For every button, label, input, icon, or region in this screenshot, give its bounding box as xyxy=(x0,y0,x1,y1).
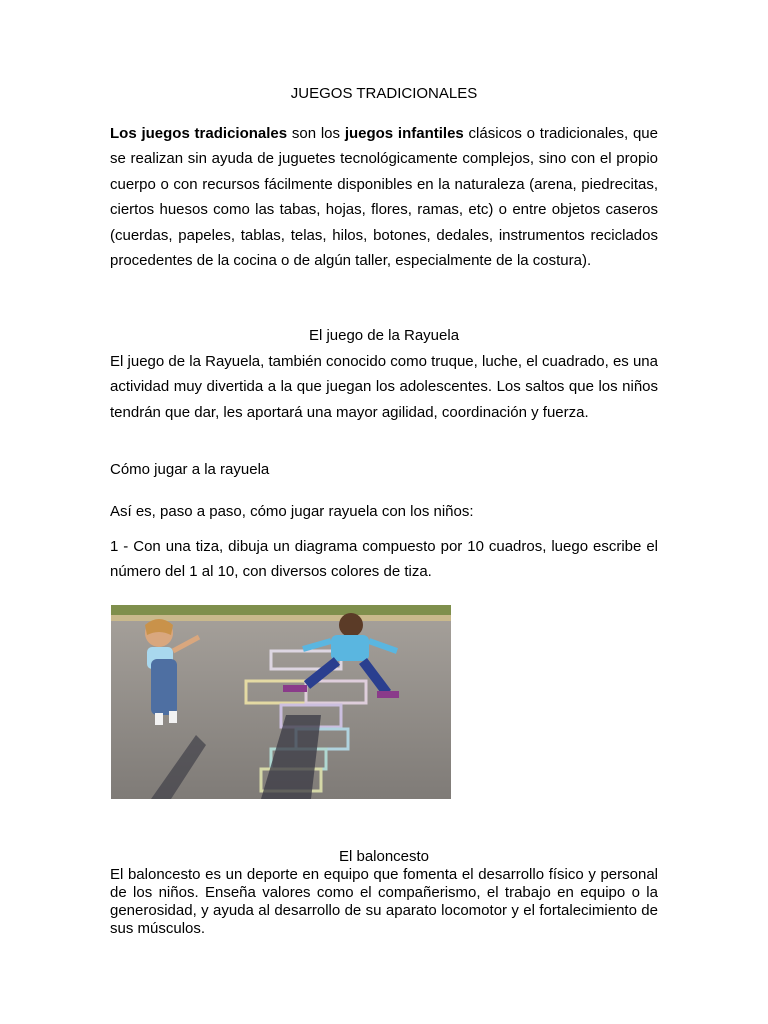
document-title: JUEGOS TRADICIONALES xyxy=(290,85,478,102)
hopscotch-photo xyxy=(111,605,451,799)
intro-paragraph xyxy=(110,121,658,273)
intro-text-1: son los xyxy=(287,125,345,142)
baloncesto-paragraph: El baloncesto es un deporte en equipo que fomenta el desarrollo físico y personal de los niños. Enseña valores como el compañerismo, el trabajo en equipo o la generosidad, y ayuda al desarrollo de su aparato locomotor y el fortalecimiento de sus músculos. xyxy=(110,866,658,937)
intro-bold-term-2: juegos infantiles xyxy=(344,125,464,142)
intro-text-2: clásicos o tradicionales, que se realizan sin ayuda de juguetes tecnológicamente complejos, sino con el propio cuerpo o con recursos fácilmente disponibles en la naturaleza (arena, piedrecitas, ciertos huesos como las tabas, hojas, flores, ramas, etc) o entre objetos caseros (cuerdas, papeles, tablas, telas, hilos, botones, dedales, instrumentos reciclados procedentes de la cocina o de algún taller, especialmente de la costura). xyxy=(110,125,658,270)
how-to-heading: Cómo jugar a la rayuela xyxy=(110,461,270,478)
rayuela-paragraph: El juego de la Rayuela, también conocido como truque, luche, el cuadrado, es una actividad muy divertida a la que juegan los adolescentes. Los saltos que los niños tendrán que dar, les aportará una mayor agilidad, coordinación y fuerza. xyxy=(110,353,658,421)
step-1: 1 - Con una tiza, dibuja un diagrama compuesto por 10 cuadros, luego escribe el número del 1 al 10, con diversos colores de tiza. xyxy=(110,538,658,581)
step-intro: Así es, paso a paso, cómo jugar rayuela con los niños: xyxy=(110,503,474,520)
baloncesto-heading: El baloncesto xyxy=(338,848,430,865)
intro-bold-term-1: Los juegos tradicionales xyxy=(110,125,288,142)
rayuela-heading: El juego de la Rayuela xyxy=(308,327,460,344)
